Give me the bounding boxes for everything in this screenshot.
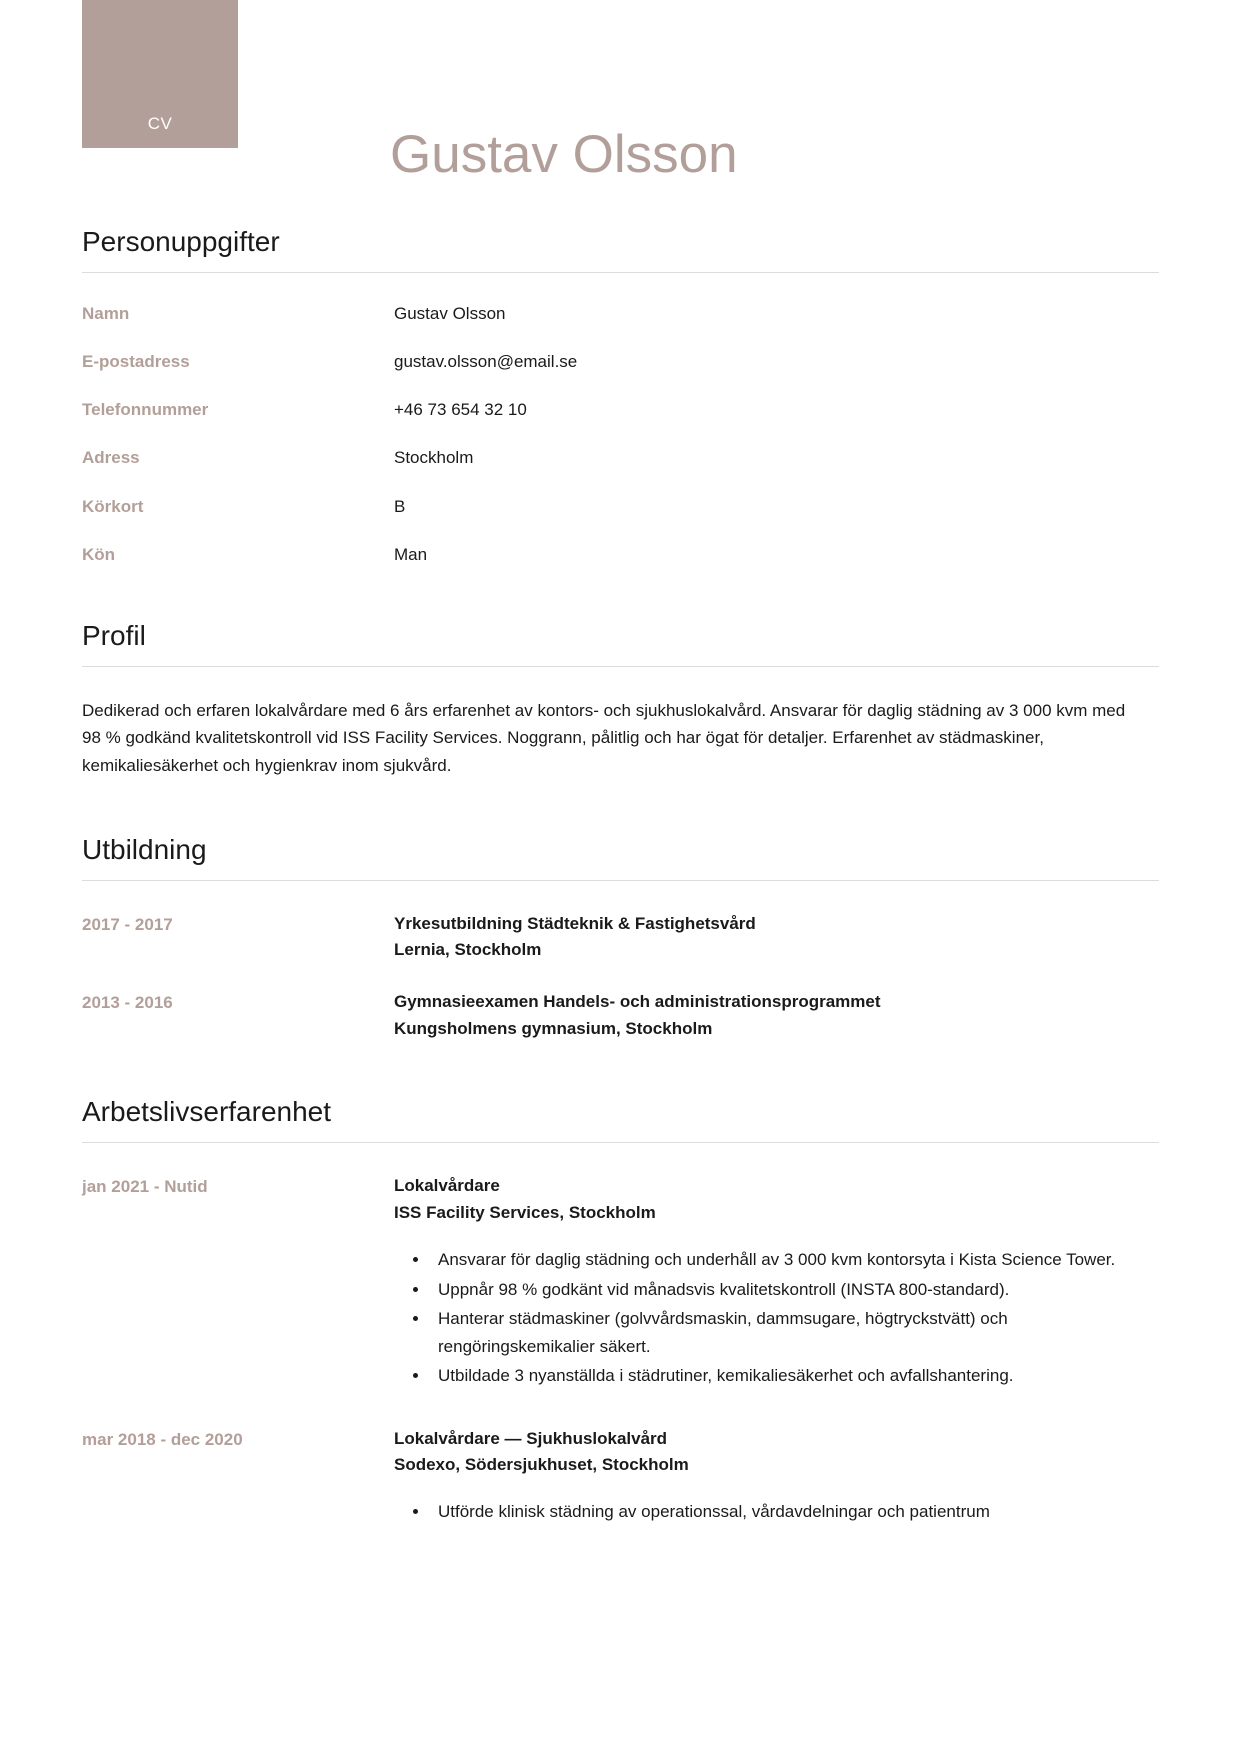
education-entry — [82, 911, 1159, 964]
experience-entry-body — [394, 1173, 1159, 1391]
experience-bullet-list — [394, 1246, 1159, 1390]
education-entry-body — [394, 911, 1159, 964]
section-divider — [82, 880, 1159, 881]
section-experience — [82, 1096, 1159, 1528]
section-education — [82, 834, 1159, 1043]
detail-label: Kön — [82, 544, 116, 564]
section-divider — [82, 1142, 1159, 1143]
detail-label: Namn — [82, 304, 130, 324]
detail-value: Stockholm — [394, 448, 474, 468]
experience-period: mar 2018 - dec 2020 — [82, 1429, 243, 1449]
education-title: Gymnasieexamen Handels- och administrationsprogrammet — [394, 992, 881, 1012]
experience-title: Lokalvårdare — Sjukhuslokalvård — [394, 1428, 668, 1448]
education-title: Yrkesutbildning Städteknik & Fastighetsvård — [394, 913, 756, 933]
cv-badge — [82, 0, 238, 148]
education-organization: Lernia, Stockholm — [394, 940, 542, 960]
list-item: • Hanterar städmaskiner (golvvårdsmaskin, dammsugare, högtryckstvätt) och rengöringskemikalier säkert. — [430, 1305, 1159, 1360]
detail-row-korkort — [82, 496, 1159, 518]
list-item: • Utförde klinisk städning av operationssal, vårdavdelningar och patientrum — [430, 1498, 1159, 1526]
education-entry — [82, 989, 1159, 1042]
detail-label: Körkort — [82, 496, 144, 516]
list-item: • Uppnår 98 % godkänt vid månadsvis kvalitetskontroll (INSTA 800-standard). — [430, 1276, 1159, 1304]
detail-row-telefonnummer — [82, 399, 1159, 421]
detail-row-namn — [82, 303, 1159, 325]
profile-paragraph: Dedikerad och erfaren lokalvårdare med 6 års erfarenhet av kontors- och sjukhuslokalvård. Ansvarar för daglig städning av 3 000 kvm med 98 % godkänd kvalitetskontroll vid ISS Facility Services. Noggrann, pålitlig och har ögat för detaljer. Erfarenhet av städmaskiner, kemikaliesäkerhet och hygienkrav inom sjukvård. — [82, 700, 1126, 775]
cv-content — [0, 226, 1241, 1622]
section-profile — [82, 620, 1159, 780]
experience-entry — [82, 1426, 1159, 1528]
detail-label: Telefonnummer — [82, 400, 209, 420]
section-title-personal-details: Personuppgifter — [82, 226, 280, 257]
detail-label: Adress — [82, 448, 140, 468]
list-item: • Utbildade 3 nyanställda i städrutiner, kemikaliesäkerhet och avfallshantering. — [430, 1362, 1159, 1390]
detail-value: +46 73 654 32 10 — [394, 400, 527, 420]
detail-value: B — [394, 496, 406, 516]
section-title-experience: Arbetslivserfarenhet — [82, 1096, 332, 1128]
education-organization: Kungsholmens gymnasium, Stockholm — [394, 1018, 713, 1038]
cv-badge-label: CV — [147, 114, 173, 133]
candidate-name: Gustav Olsson — [390, 124, 738, 184]
detail-row-kon — [82, 544, 1159, 566]
section-divider — [82, 272, 1159, 273]
experience-entry-body — [394, 1426, 1159, 1528]
list-item: • Ansvarar för daglig städning och underhåll av 3 000 kvm kontorsyta i Kista Science Tower. — [430, 1246, 1159, 1274]
experience-title: Lokalvårdare — [394, 1176, 500, 1196]
section-title-education: Utbildning — [82, 833, 207, 865]
section-title-profile: Profil — [82, 619, 146, 651]
section-personal-details — [82, 226, 1159, 566]
cv-header — [0, 0, 1241, 184]
detail-row-adress — [82, 447, 1159, 469]
education-period: 2013 - 2016 — [82, 993, 173, 1013]
detail-value: gustav.olsson@email.se — [394, 352, 578, 372]
detail-label: E-postadress — [82, 352, 190, 372]
experience-organization: ISS Facility Services, Stockholm — [394, 1202, 656, 1222]
detail-value: Man — [394, 544, 428, 564]
detail-value: Gustav Olsson — [394, 304, 506, 324]
experience-bullet-list — [394, 1498, 1159, 1526]
experience-organization: Sodexo, Södersjukhuset, Stockholm — [394, 1454, 689, 1474]
education-entry-body — [394, 989, 1159, 1042]
experience-period: jan 2021 - Nutid — [82, 1177, 208, 1197]
detail-row-epostadress — [82, 351, 1159, 373]
experience-entry — [82, 1173, 1159, 1391]
education-period: 2017 - 2017 — [82, 914, 173, 934]
section-divider — [82, 666, 1159, 667]
